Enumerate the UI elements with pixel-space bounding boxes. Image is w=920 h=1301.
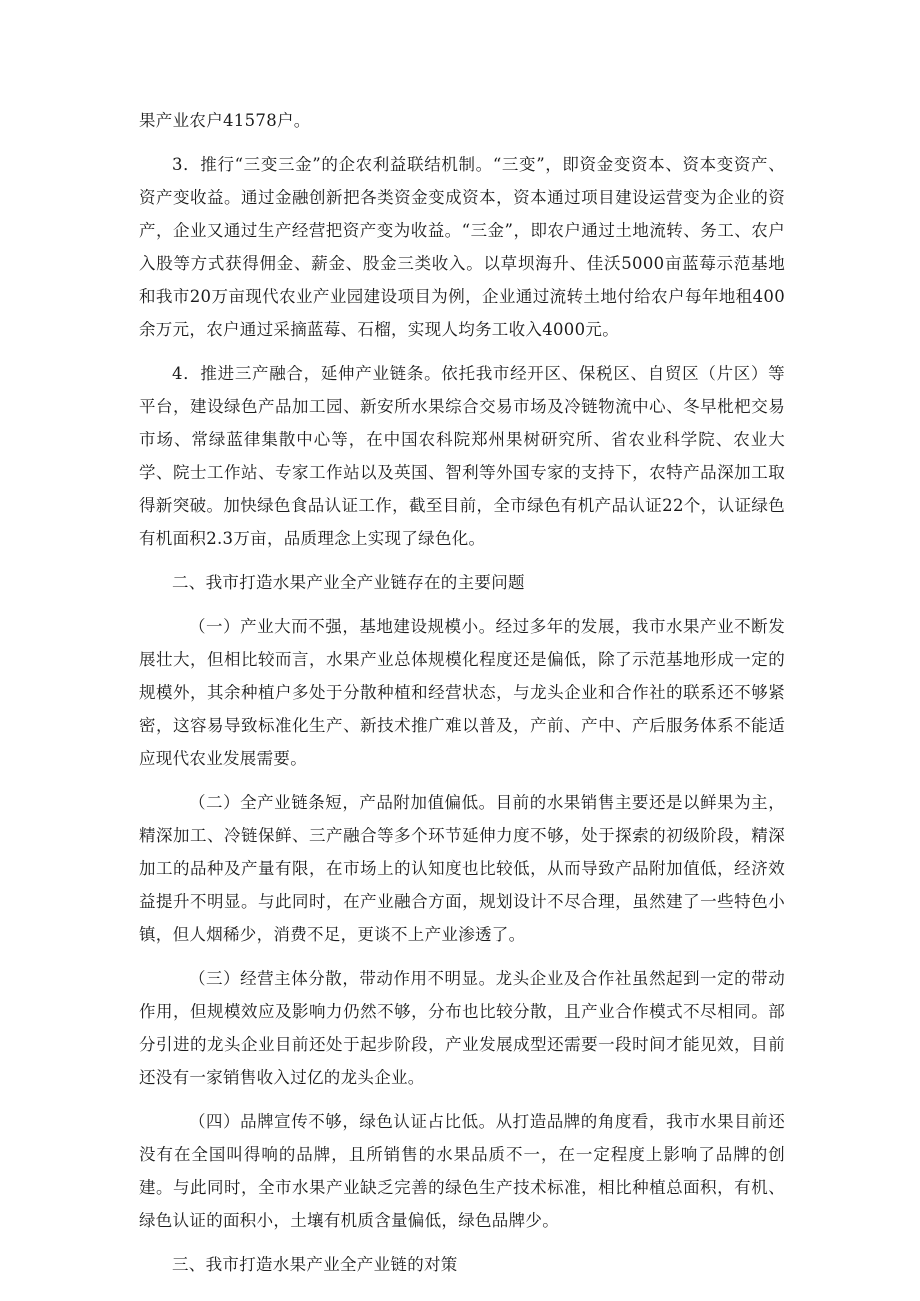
paragraph-item-3: 3．推行“三变三金”的企农利益联结机制。“三变”，即资金变资本、资本变资产、资产变收益。通过金融创新把各类资金变成资本，资本通过项目建设运营变为企业的资产，企业又通过生产经营把资产变为收益。“三金”，即农户通过土地流转、务工、农户入股等方式获得佣金、薪金、股金三类收入。以草坝海升、佳沃5000亩蓝莓示范基地和我市20万亩现代农业产业园建设项目为例，企业通过流转土地付给农户每年地租400余万元，农户通过采摘蓝莓、石榴，实现人均务工收入4000元。 <box>139 155 785 339</box>
document-page <box>139 104 785 1281</box>
paragraph-problem-1: （一）产业大而不强，基地建设规模小。经过多年的发展，我市水果产业不断发展壮大，但相比较而言，水果产业总体规模化程度还是偏低，除了示范基地形成一定的规模外，其余种植户多处于分散种植和经营状态，与龙头企业和合作社的联系还不够紧密，这容易导致标准化生产、新技术推广难以普及，产前、产中、产后服务体系不能适应现代农业发展需要。 <box>139 617 785 768</box>
paragraph-problem-4: （四）品牌宣传不够，绿色认证占比低。从打造品牌的角度看，我市水果目前还没有在全国叫得响的品牌，且所销售的水果品质不一，在一定程度上影响了品牌的创建。与此同时，全市水果产业缺乏完善的绿色生产技术标准，相比种植总面积，有机、绿色认证的面积小，土壤有机质含量偏低，绿色品牌少。 <box>139 1112 785 1230</box>
paragraph-problem-2: （二）全产业链条短，产品附加值偏低。目前的水果销售主要还是以鲜果为主，精深加工、冷链保鲜、三产融合等多个环节延伸力度不够，处于探索的初级阶段，精深加工的品种及产量有限，在市场上的认知度也比较低，从而导致产品附加值低，经济效益提升不明显。与此同时，在产业融合方面，规划设计不尽合理，虽然建了一些特色小镇，但人烟稀少，消费不足，更谈不上产业渗透了。 <box>139 793 785 944</box>
paragraph-item-4: 4．推进三产融合，延伸产业链条。依托我市经开区、保税区、自贸区（片区）等平台，建设绿色产品加工园、新安所水果综合交易市场及冷链物流中心、冬早枇杷交易市场、常绿蓝律集散中心等，在中国农科院郑州果树研究所、省农业科学院、农业大学、院士工作站、专家工作站以及英国、智利等外国专家的支持下，农特产品深加工取得新突破。加快绿色食品认证工作，截至目前，全市绿色有机产品认证22个，认证绿色有机面积2.3万亩，品质理念上实现了绿色化。 <box>139 364 785 548</box>
section-heading-2: 二、我市打造水果产业全产业链存在的主要问题 <box>172 573 525 592</box>
paragraph-problem-3: （三）经营主体分散，带动作用不明显。龙头企业及合作社虽然起到一定的带动作用，但规模效应及影响力仍然不够，分布也比较分散，且产业合作模式不尽相同。部分引进的龙头企业目前还处于起步阶段，产业发展成型还需要一段时间才能见效，目前还没有一家销售收入过亿的龙头企业。 <box>139 969 785 1087</box>
paragraph-continuation: 果产业农户41578户。 <box>139 111 311 130</box>
section-heading-3: 三、我市打造水果产业全产业链的对策 <box>172 1255 458 1274</box>
